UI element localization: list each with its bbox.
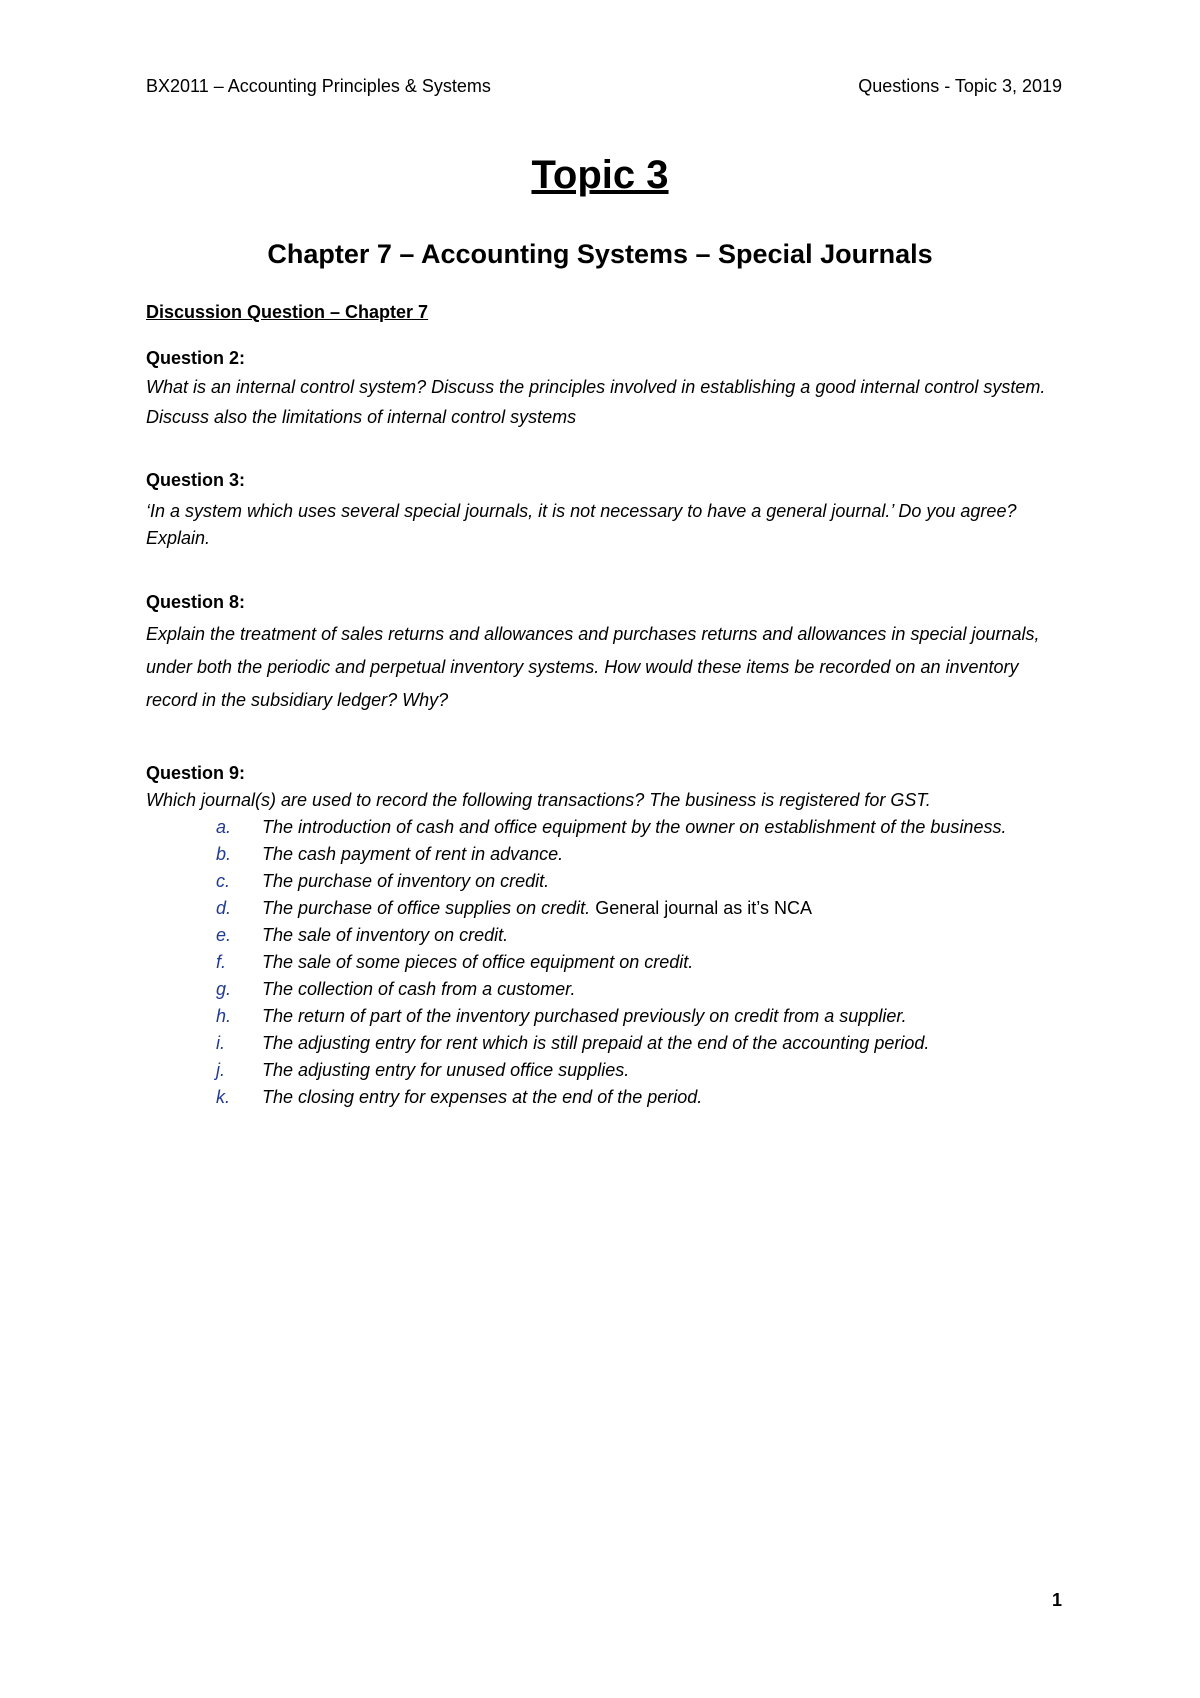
- list-item-text: The purchase of inventory on credit.: [262, 871, 550, 891]
- list-item-letter: k.: [216, 1087, 231, 1107]
- list-item: [146, 895, 1062, 922]
- list-item-text: The closing entry for expenses at the end of the period.: [262, 1087, 703, 1107]
- list-item-letter: e.: [216, 925, 232, 945]
- list-item-text: The collection of cash from a customer.: [262, 979, 576, 999]
- list-item-letter: c.: [216, 871, 231, 891]
- question-8-text: Explain the treatment of sales returns and allowances and purchases returns and allowances in special journals, under both the periodic and perpetual inventory systems. How would these items be recorded on an inventory record in the subsidiary ledger? Why?: [146, 624, 1040, 710]
- list-item-text: The purchase of office supplies on credit.: [262, 898, 591, 918]
- list-item: [146, 976, 1062, 1003]
- list-item-letter: f.: [216, 952, 227, 972]
- list-item-letter: g.: [216, 979, 232, 999]
- section-heading: Discussion Question – Chapter 7: [146, 302, 429, 322]
- list-item-letter: h.: [216, 1006, 232, 1026]
- list-item-letter: i.: [216, 1033, 225, 1053]
- list-item-letter: d.: [216, 898, 232, 918]
- list-item-text: The adjusting entry for rent which is still prepaid at the end of the accounting period.: [262, 1033, 930, 1053]
- list-item: [146, 1084, 1062, 1111]
- list-item: [146, 841, 1062, 868]
- list-item-text: The cash payment of rent in advance.: [262, 844, 564, 864]
- question-9-label: Question 9:: [146, 763, 246, 783]
- list-item: [146, 1057, 1062, 1084]
- list-item: [146, 922, 1062, 949]
- page-number: 1: [1051, 1590, 1062, 1610]
- list-item: [146, 1003, 1062, 1030]
- question-3-text: ‘In a system which uses several special journals, it is not necessary to have a general journal.’ Do you agree? Explain.: [146, 501, 1017, 548]
- list-item-text: The introduction of cash and office equipment by the owner on establishment of the business.: [262, 817, 1007, 837]
- list-item: [146, 814, 1062, 841]
- list-item-letter: j.: [216, 1060, 225, 1080]
- list-item: [146, 868, 1062, 895]
- chapter-heading: Chapter 7 – Accounting Systems – Special Journals: [267, 239, 933, 269]
- question-2-text: What is an internal control system? Discuss the principles involved in establishing a good internal control system. Discuss also the limitations of internal control systems: [146, 377, 1046, 427]
- header-document-info: Questions - Topic 3, 2019: [858, 76, 1062, 96]
- header-course-title: BX2011 – Accounting Principles & Systems: [146, 76, 491, 96]
- list-item: [146, 1030, 1062, 1057]
- list-item-text: The sale of some pieces of office equipment on credit.: [262, 952, 694, 972]
- main-content: [146, 300, 1062, 1111]
- list-item-text: The sale of inventory on credit.: [262, 925, 509, 945]
- list-item-letter: a.: [216, 817, 232, 837]
- question-9-text: Which journal(s) are used to record the following transactions? The business is registered for GST.: [146, 790, 931, 810]
- list-item: [146, 949, 1062, 976]
- list-item-text: The return of part of the inventory purchased previously on credit from a supplier.: [262, 1006, 907, 1026]
- page-title: Topic 3: [531, 153, 669, 197]
- question-8-label: Question 8:: [146, 592, 246, 612]
- list-item-text: The adjusting entry for unused office supplies.: [262, 1060, 630, 1080]
- question-2-label: Question 2:: [146, 348, 246, 368]
- list-item-letter: b.: [216, 844, 232, 864]
- question-9-list: [146, 814, 1062, 1111]
- question-3-label: Question 3:: [146, 470, 246, 490]
- list-item-note: General journal as it’s NCA: [590, 898, 812, 918]
